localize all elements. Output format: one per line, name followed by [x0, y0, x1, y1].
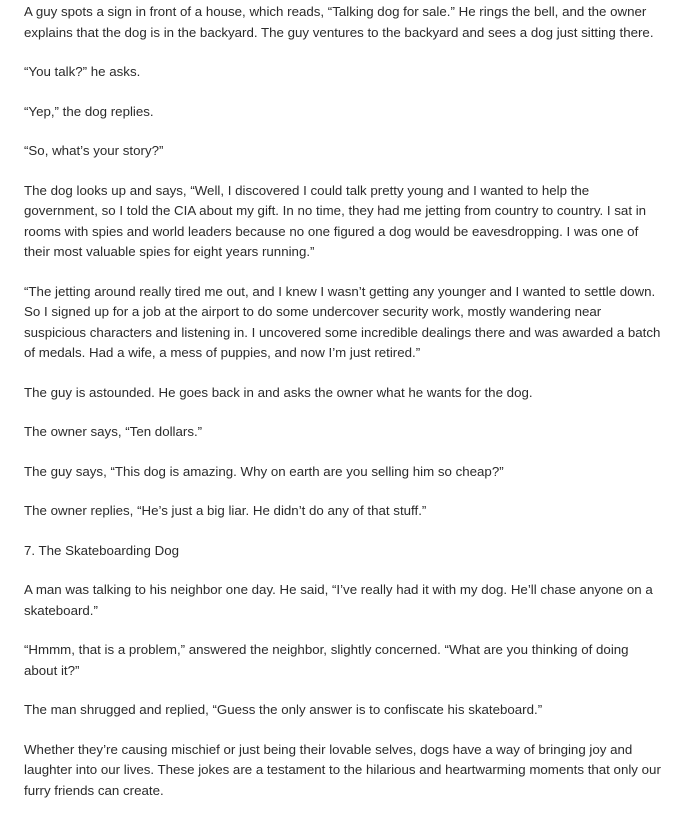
paragraph-conclusion: Whether they’re causing mischief or just being their lovable selves, dogs have a way of bringing joy and laughter into our lives. These jokes are a testament to the hilarious and heartwarming moments that only our furry friends can create.	[24, 741, 661, 798]
paragraph-confiscate: The man shrugged and replied, “Guess the only answer is to confiscate his skateboard.”	[24, 702, 543, 717]
paragraph-dog-airport: “The jetting around really tired me out, and I knew I wasn’t getting any younger and I wanted to settle down. So I signed up for a job at the airport to do some undercover security work, mostly wandering near suspicious characters and listening in. I uncovered some incredible dealings there and was awarded a batch of medals. Had a wife, a mess of puppies, and now I’m just retired.”	[24, 283, 661, 360]
article-body	[24, 2, 664, 801]
paragraph-astounded: The guy is astounded. He goes back in and asks the owner what he wants for the dog.	[24, 384, 533, 400]
paragraph-neighbor: A man was talking to his neighbor one day. He said, “I’ve really had it with my dog. He’ll chase anyone on a skateboard.”	[24, 582, 653, 618]
paragraph-dog-cia: The dog looks up and says, “Well, I discovered I could talk pretty young and I wanted to help the government, so I told the CIA about my gift. In no time, they had me jetting from country to country. I sat in rooms with spies and world leaders because no one figured a dog would be eavesdropping. I was one of their most valuable spies for eight years running.”	[24, 182, 647, 259]
paragraph-ten-dollars: The owner says, “Ten dollars.”	[24, 424, 203, 439]
paragraph-yep: “Yep,” the dog replies.	[24, 103, 154, 119]
section-heading-skateboarding-dog: 7. The Skateboarding Dog	[24, 542, 179, 558]
paragraph-big-liar: The owner replies, “He’s just a big liar. He didn’t do any of that stuff.”	[24, 503, 427, 518]
paragraph-so-cheap: The guy says, “This dog is amazing. Why on earth are you selling him so cheap?”	[24, 463, 504, 479]
paragraph-intro: A guy spots a sign in front of a house, which reads, “Talking dog for sale.” He rings the bell, and the owner explains that the dog is in the backyard. The guy ventures to the backyard and sees a dog just sitting there.	[24, 4, 654, 40]
paragraph-problem: “Hmmm, that is a problem,” answered the neighbor, slightly concerned. “What are you thinking of doing about it?”	[24, 642, 629, 678]
paragraph-your-story: “So, what’s your story?”	[24, 143, 164, 158]
paragraph-you-talk: “You talk?” he asks.	[24, 64, 141, 79]
